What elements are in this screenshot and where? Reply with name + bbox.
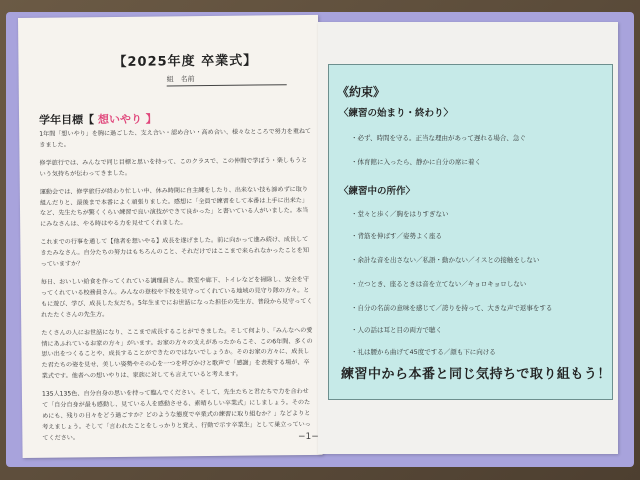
box-title: 《約束》 (337, 85, 386, 99)
name-line: 組 名前 (167, 73, 287, 86)
goal-close: 】 (145, 112, 157, 126)
paragraph: 運動会では、修学旅行が終わり忙しい中、休み時間に自主練をしたり、出来ない技も諦めずに取り組んだりと、最後まで本番によく頑張りました。感想に「全員で練習をして本番は上手に出来た」など、先生たちが驚くくらい練習で良い演技ができて良かった」と書いている人がいました。本当にみなさんは、やる時はやる力を見せてくれました。 (39, 185, 309, 229)
list-item: ・人の話は耳と目の両方で聴く (351, 326, 442, 334)
list-item: ・堂々と歩く／胸をはりすぎない (351, 210, 449, 218)
list-item: ・必ず、時間を守る。正当な理由があって遅れる場合、急ぐ (351, 134, 526, 142)
goal-value: 想いやり (97, 112, 142, 127)
paragraph: これまでの行事を通して【他者を想いやる】成長を遂げました。前に向かって進み続け、成長してきたみなさん。自分たちの努力はもちろんのこと、それだけではここまで来られなかったことを知っていますか？ (40, 236, 309, 268)
list-item: ・礼は腰から曲げて45度でする／顔も下に向ける (351, 348, 496, 356)
list-item: ・体育館に入ったら、静かに自分の席に着く (351, 158, 481, 166)
paragraph: 修学旅行では、みんなで同じ目標と思いを持って、このクラスで、この仲間で学ぼう・楽しもうという気持ちが伝わってきました。 (39, 156, 308, 178)
left-page (18, 15, 323, 458)
grade-goal (39, 111, 157, 128)
page-number: −1− (298, 432, 319, 442)
paragraph: 毎日、おいしい給食を作ってくれている調理員さん。教室や廊下、トイレなどを掃除し、安全を守ってくれている校務員さん。みんなの登校や下校を見守ってくれている地域の見守り隊の方々。ともに遊び、学び、成長した友だち。5年生までにお世話になった担任の先生方、普段から見守ってくれたたくさんの先生方。 (40, 275, 313, 319)
document-title: 【2025年度 卒業式】 (113, 53, 258, 71)
list-item: ・背筋を伸ばす／姿勢よく座る (351, 232, 442, 240)
body-text (39, 127, 314, 451)
paragraph: 135人135色、自分自身の思いを持って臨んでください。そして、先生たちと君たちで力を合わせて「自分自身が最も感動し、見ている人を感動させる、素晴らしい卒業式」にしましょう。そのためにも、残りの日々をどう過ごすか？どのような態度で卒業式の練習に取り組むか？」などよりと考えましょう。そして「言われたことをしっかりと覚え、行動で示す卒業生」として巣立っていってください。 (41, 388, 311, 442)
list-item: ・余計な音を出さない／私語・動かない／イスとの接触をしない (351, 256, 540, 264)
paragraph: 1年間「想いやり」を胸に過ごした、支え合い・認め合い・高め合い、様々なところで努力を重ねてきました。 (39, 127, 312, 149)
section-heading: 〈練習中の所作〉 (339, 186, 416, 197)
slogan: 練習中から本番と同じ気持ちで取り組もう！ (341, 367, 611, 382)
section-heading: 〈練習の始まり・終わり〉 (339, 108, 454, 119)
list-item: ・立つとき、座るときは音を立てない／キョロキョロしない (351, 280, 527, 288)
goal-label: 学年目標【 (39, 113, 95, 127)
paragraph: たくさんの人にお世話になり、ここまで成長することができました。そして何より、「みんなへの愛情にあふれているお家の方々」がいます。お家の方々の支えがあったからこそ、この6年間、多くの思い出をつくることや、成長することができたのではないでしょうか。そのお家の方々に、成長した君たちの姿を見せ、美しい姿勢やその心を一つを呼びかけと歌声で「感謝」を表現する場が、卒業式です。他者への想いやりは、家族に対しても言えていると考えます。 (41, 326, 313, 380)
list-item: ・自分の名前の意味を感じて／誇りを持って、大きな声で返事をする (351, 304, 553, 312)
promise-box (328, 64, 613, 400)
